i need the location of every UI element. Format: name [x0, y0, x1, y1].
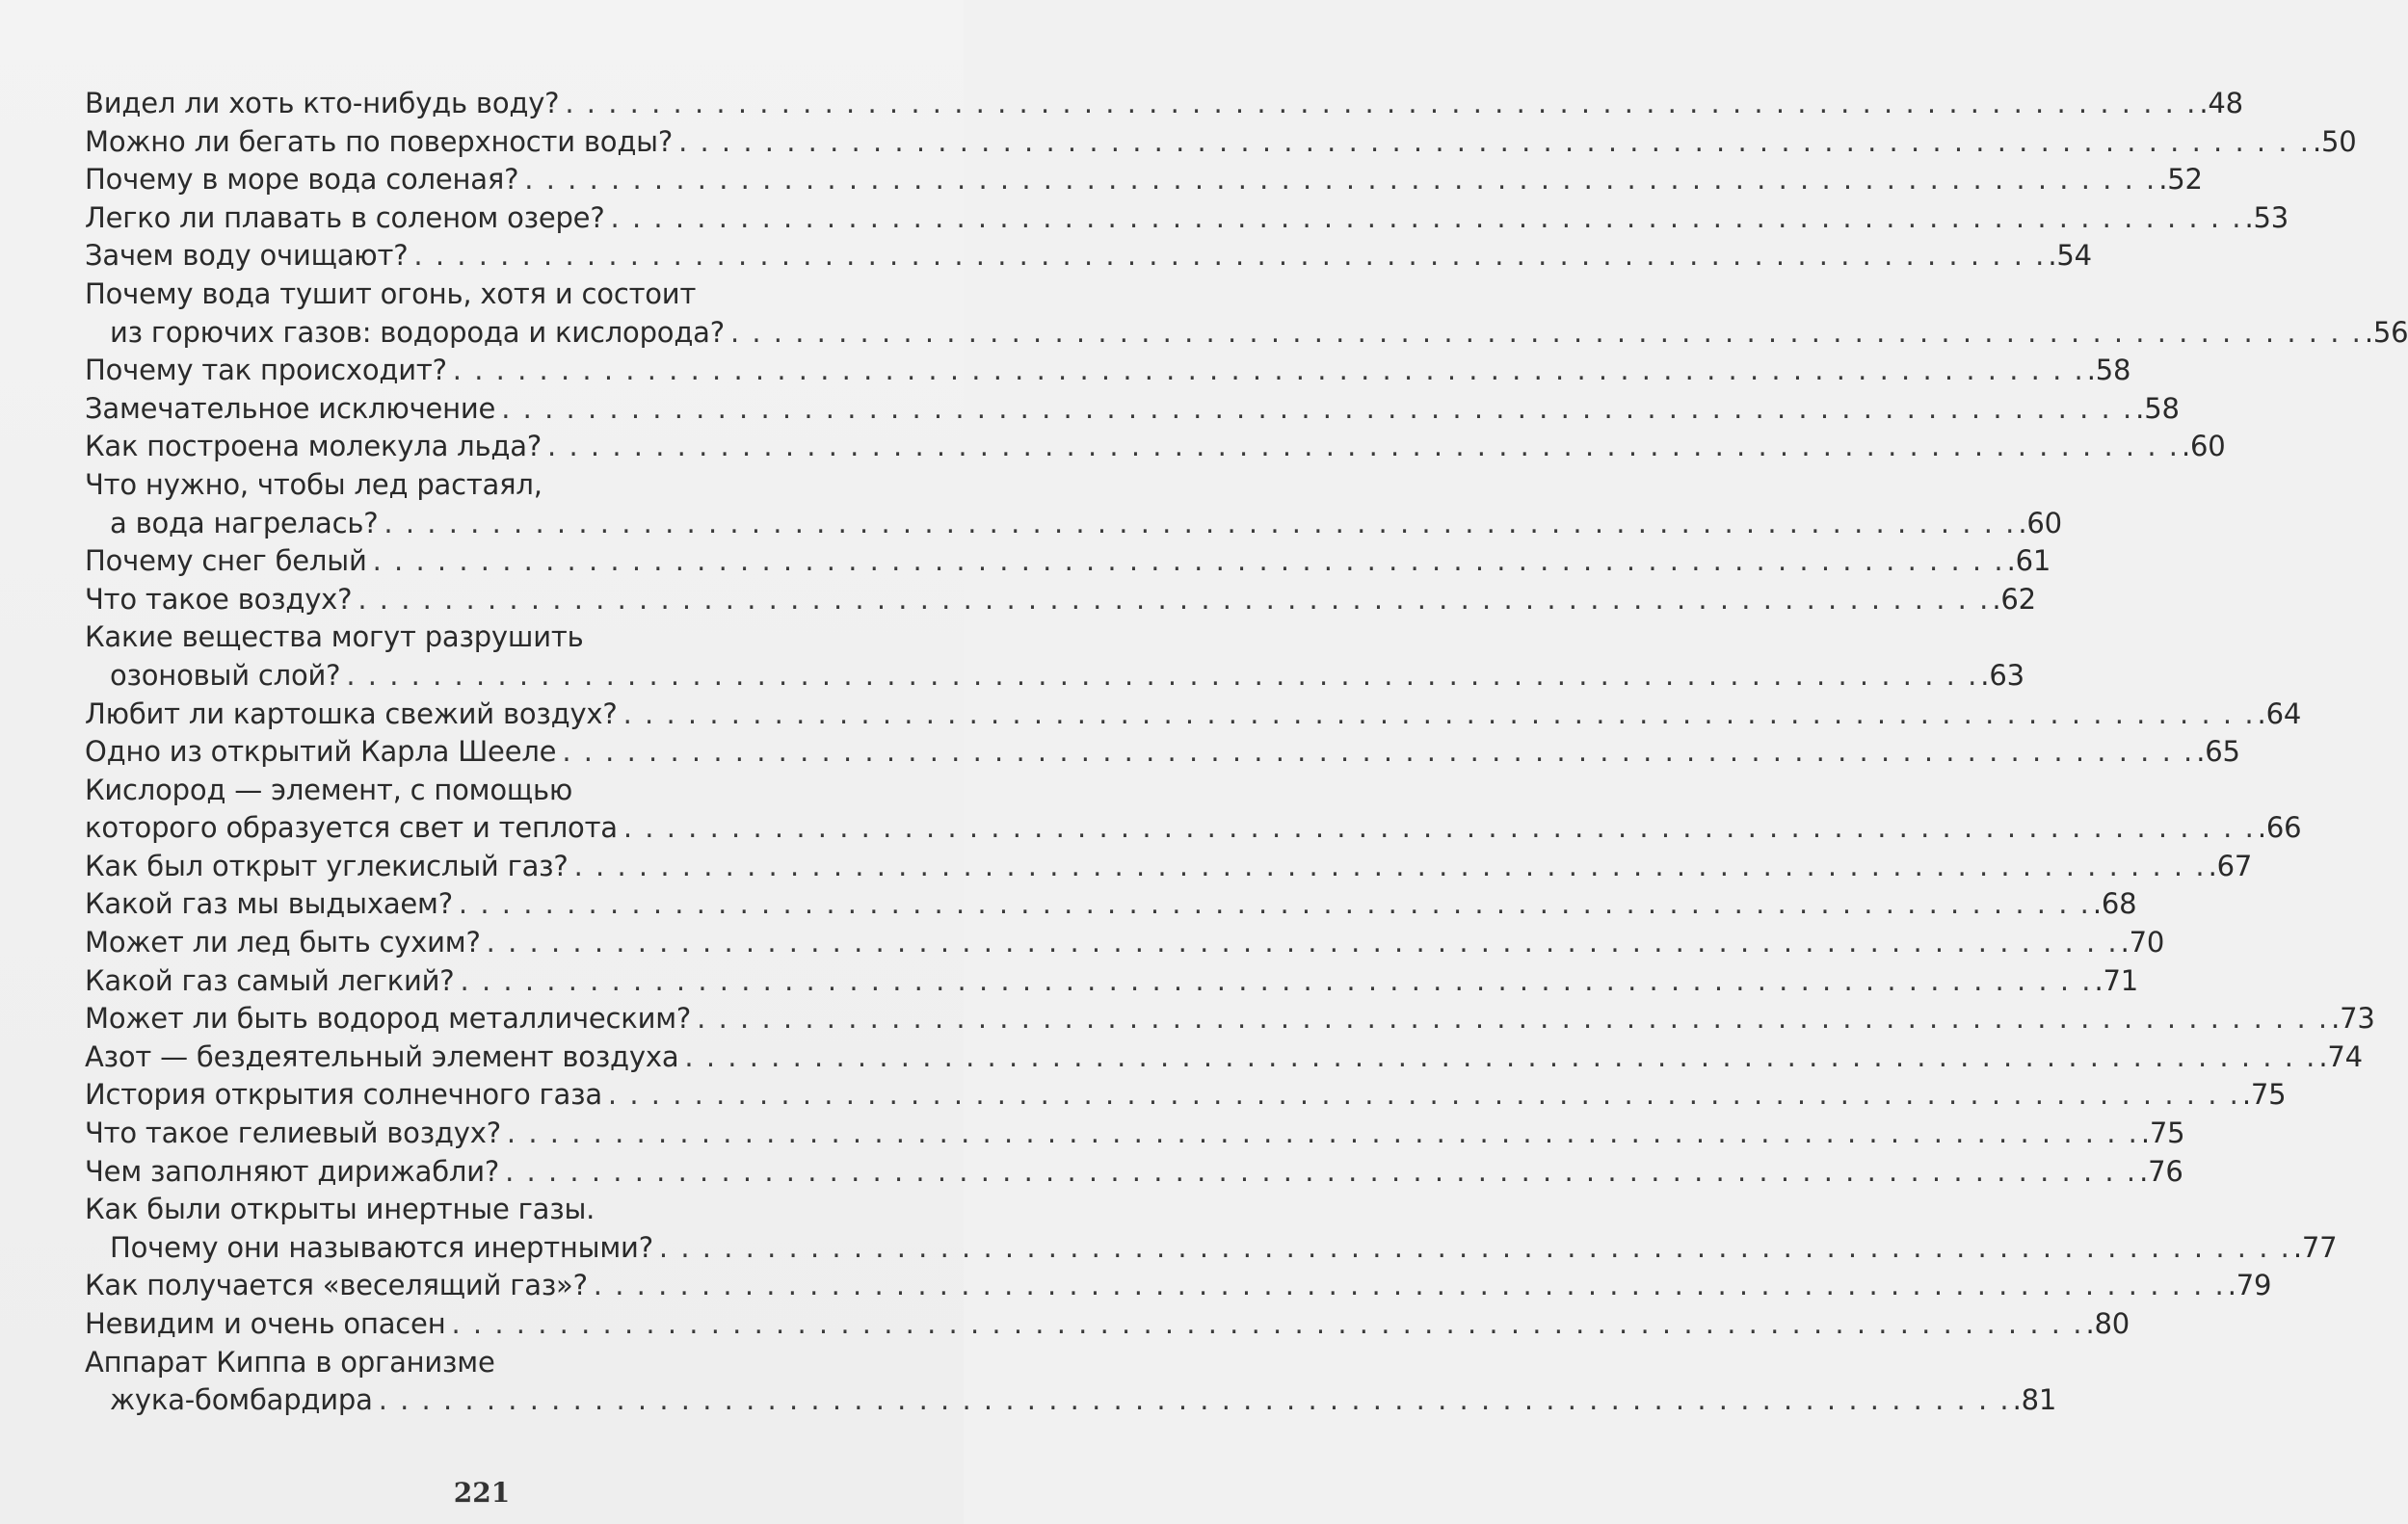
toc-entry	[85, 1267, 2272, 1305]
dot-leader	[501, 390, 2133, 429]
toc-entry-line	[85, 1000, 2375, 1038]
toc-entry-line	[85, 199, 2289, 238]
toc-entry-line	[85, 505, 2062, 543]
dot-leader	[697, 1000, 2329, 1038]
toc-entry	[85, 1115, 2185, 1153]
toc-entry	[85, 352, 2131, 390]
toc-entry-title: История открытия солнечного газа	[85, 1078, 602, 1112]
dot-leader	[623, 696, 2256, 734]
toc-entry-page: .63	[1980, 658, 2024, 692]
toc-entry	[85, 161, 2203, 199]
toc-entry-title: Что такое воздух?	[85, 582, 353, 616]
toc-entry-title: Легко ли плавать в соленом озере?	[85, 200, 605, 234]
toc-entry-title: Может ли быть водород металлическим?	[85, 1002, 692, 1036]
toc-entry-line	[85, 772, 904, 810]
toc-entry-page: .66	[2257, 811, 2302, 845]
toc-entry-title: Почему они называются инертными?	[110, 1230, 653, 1264]
toc-entry-title: Какой газ мы выдыхаем?	[85, 887, 453, 921]
toc-entry-page: .53	[2244, 200, 2289, 234]
toc-entry-title: Чем заполняют дирижабли?	[85, 1154, 500, 1188]
toc-entry-page: .68	[2092, 887, 2137, 921]
toc-entry-title: Как построена молекула льда?	[85, 430, 542, 463]
toc-entry-line	[85, 237, 2092, 276]
toc-entry	[85, 772, 2302, 848]
toc-entry-title: Азот — бездеятельный элемент воздуха	[85, 1039, 679, 1073]
toc-entry-line	[85, 1115, 2185, 1153]
toc-entry	[85, 1153, 2183, 1192]
dot-leader	[730, 314, 2363, 353]
toc-entry-line	[85, 123, 2357, 162]
toc-entry-line	[85, 542, 2051, 581]
toc-entry-line	[85, 314, 2408, 353]
toc-entry	[85, 1076, 2287, 1115]
toc-entry-line	[85, 1153, 2183, 1192]
toc-entry-line	[85, 1191, 904, 1229]
toc-entry-title: Может ли лед быть сухим?	[85, 926, 481, 959]
toc-entry-line	[85, 466, 904, 505]
toc-entry	[85, 123, 2357, 162]
toc-entry-title: Одно из открытий Карла Шееле	[85, 735, 557, 769]
toc-entry-page: .75	[2140, 1117, 2185, 1150]
dot-leader	[346, 657, 1978, 696]
toc-entry-line	[85, 924, 2165, 962]
dot-leader	[487, 924, 2119, 962]
toc-entry-page: .75	[2241, 1078, 2287, 1112]
dot-leader	[659, 1229, 2291, 1268]
table-of-contents	[85, 85, 2408, 1420]
toc-entry	[85, 885, 2137, 924]
toc-entry-page: .62	[1992, 582, 2036, 616]
toc-entry-line	[85, 85, 2243, 123]
toc-entry-page: .61	[2006, 544, 2051, 578]
dot-leader	[562, 733, 2194, 772]
dot-leader	[524, 161, 2157, 199]
toc-entry	[85, 1191, 2338, 1267]
toc-entry-page: .73	[2331, 1002, 2375, 1036]
toc-entry	[85, 1038, 2363, 1077]
dot-leader	[459, 885, 2091, 924]
toc-entry-page: .64	[2257, 696, 2302, 730]
toc-entry-line	[85, 962, 2139, 1001]
toc-entry	[85, 85, 2243, 123]
toc-entry-page: .54	[2048, 239, 2092, 273]
toc-entry	[85, 1305, 2130, 1344]
toc-entry-page: .67	[2208, 849, 2253, 882]
toc-entry	[85, 199, 2289, 238]
toc-entry-title: Какой газ самый легкий?	[85, 963, 455, 997]
toc-entry-page: .60	[2018, 506, 2062, 539]
toc-entry-title: жука-бомбардира	[110, 1383, 373, 1417]
toc-entry-line	[85, 581, 2036, 619]
toc-entry-title: Что такое гелиевый воздух?	[85, 1117, 501, 1150]
dot-leader	[451, 1305, 2083, 1344]
toc-entry-title: Любит ли картошка свежий воздух?	[85, 696, 618, 730]
toc-entry-title: Невидим и очень опасен	[85, 1307, 446, 1340]
toc-entry-page: .70	[2120, 926, 2165, 959]
toc-entry-title: Почему так происходит?	[85, 354, 447, 387]
dot-leader	[507, 1115, 2139, 1153]
toc-entry-title: Видел ли хоть кто-нибудь воду?	[85, 87, 560, 119]
toc-entry-page: .65	[2196, 735, 2240, 769]
toc-entry-page: .48	[2199, 87, 2243, 119]
toc-entry-title: Можно ли бегать по поверхности воды?	[85, 124, 674, 158]
toc-entry-line	[85, 1076, 2287, 1115]
toc-entry-line	[85, 276, 904, 314]
dot-leader	[678, 123, 2311, 162]
toc-entry-page: .58	[2135, 391, 2180, 425]
toc-entry-title: Что нужно, чтобы лед растаял,	[85, 467, 542, 501]
toc-entry-line	[85, 696, 2302, 734]
toc-entry	[85, 618, 2024, 695]
dot-leader	[357, 581, 1990, 619]
toc-entry	[85, 924, 2165, 962]
toc-entry-line	[85, 161, 2203, 199]
toc-entry-line	[85, 848, 2253, 886]
toc-entry-line	[85, 352, 2131, 390]
toc-entry-line	[85, 809, 2302, 848]
dot-leader	[505, 1153, 2137, 1192]
toc-entry-title: которого образуется свет и теплота	[85, 811, 618, 845]
toc-entry-line	[85, 1305, 2130, 1344]
toc-entry	[85, 848, 2253, 886]
dot-leader	[461, 962, 2093, 1001]
toc-entry-title: Почему снег белый	[85, 544, 367, 578]
toc-entry-page: .60	[2182, 430, 2226, 463]
toc-entry-page: .77	[2292, 1230, 2338, 1264]
toc-entry-line	[85, 1229, 2338, 1268]
toc-entry-line	[85, 1381, 2057, 1420]
toc-entry-title: Замечательное исключение	[85, 391, 496, 425]
dot-leader	[453, 352, 2085, 390]
dot-leader	[684, 1038, 2316, 1077]
toc-entry	[85, 237, 2092, 276]
dot-leader	[413, 237, 2046, 276]
toc-entry	[85, 428, 2226, 466]
dot-leader	[608, 1076, 2240, 1115]
page-number: 221	[453, 1477, 511, 1509]
dot-leader	[379, 1381, 2011, 1420]
dot-leader	[623, 809, 2256, 848]
toc-entry-line	[85, 1267, 2272, 1305]
dot-leader	[594, 1267, 2226, 1305]
toc-entry-page: .81	[2012, 1383, 2057, 1417]
toc-entry-line	[85, 733, 2240, 772]
toc-entry	[85, 581, 2036, 619]
toc-entry-line	[85, 1038, 2363, 1077]
toc-entry-line	[85, 618, 904, 657]
toc-entry-title: Какие вещества могут разрушить	[85, 620, 584, 654]
toc-entry-line	[85, 428, 2226, 466]
toc-entry	[85, 390, 2180, 429]
toc-entry	[85, 962, 2139, 1001]
dot-leader	[611, 199, 2243, 238]
toc-entry-page: .76	[2139, 1154, 2183, 1188]
toc-entry-page: .58	[2086, 354, 2131, 387]
dot-leader	[384, 505, 2016, 543]
toc-entry-title: а вода нагрелась?	[110, 506, 379, 539]
toc-entry-page: .71	[2094, 963, 2139, 997]
toc-entry-line	[85, 885, 2137, 924]
toc-entry-title: Почему вода тушит огонь, хотя и состоит	[85, 276, 697, 310]
toc-entry-title: из горючих газов: водорода и кислорода?	[110, 315, 725, 349]
toc-entry-page: .56	[2364, 315, 2408, 349]
toc-entry-line	[85, 657, 2024, 696]
toc-entry-title: Как был открыт углекислый газ?	[85, 849, 569, 882]
toc-entry-line	[85, 390, 2180, 429]
toc-entry-title: Как были открыты инертные газы.	[85, 1193, 595, 1226]
toc-entry-title: Кислород — элемент, с помощью	[85, 773, 573, 806]
dot-leader	[565, 85, 2197, 123]
toc-entry-title: Как получается «веселящий газ»?	[85, 1269, 588, 1302]
toc-entry	[85, 542, 2051, 581]
toc-entry-title: Почему в море вода соленая?	[85, 163, 519, 197]
toc-entry-page: .79	[2227, 1269, 2272, 1302]
dot-leader	[373, 542, 2005, 581]
toc-entry	[85, 466, 2062, 542]
toc-entry-title: озоновый слой?	[110, 658, 341, 692]
toc-entry	[85, 276, 2408, 352]
dot-leader	[547, 428, 2180, 466]
toc-entry-line	[85, 1344, 904, 1382]
toc-entry-page: .50	[2313, 124, 2357, 158]
dot-leader	[574, 848, 2207, 886]
toc-entry-page: .52	[2158, 163, 2203, 197]
toc-entry-title: Аппарат Киппа в организме	[85, 1345, 495, 1379]
toc-entry	[85, 696, 2302, 734]
toc-entry-title: Зачем воду очищают?	[85, 239, 409, 273]
toc-entry-page: .74	[2318, 1039, 2363, 1073]
toc-entry	[85, 1000, 2375, 1038]
toc-entry	[85, 733, 2240, 772]
toc-entry-page: .80	[2085, 1307, 2130, 1340]
toc-entry	[85, 1344, 2057, 1420]
